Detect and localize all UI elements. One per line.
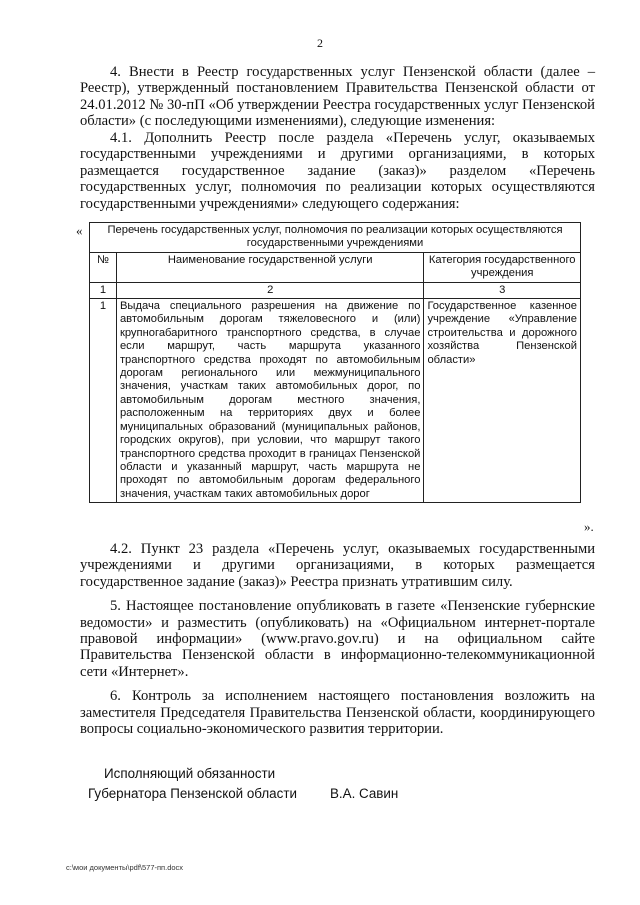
paragraph-6: 6. Контроль за исполнением настоящего постановления возложить на заместителя Председателя Правительства Пензенской области, координирующего вопросы социально-экономического развития территории.	[80, 688, 595, 738]
paragraph-4-1-text: 4.1. Дополнить Реестр после раздела «Перечень услуг, оказываемых государственными учреждениями и другими организациями, в которых размещается государственное задание (заказ)» разделом «Перечень государственных услуг, полномочия по реализации которых осуществляются государственными учреждениями» следующего содержания:	[80, 130, 595, 212]
column-number-1: 1	[90, 282, 117, 298]
row-number: 1	[90, 299, 117, 503]
table-title: Перечень государственных услуг, полномочия по реализации которых осуществляются государственными учреждениями	[90, 223, 581, 253]
quote-open-mark: «	[76, 223, 83, 238]
signatory-title-line-1: Исполняющий обязанности	[104, 766, 276, 781]
file-path-footer: c:\мои документы\pdf\577-пп.docx	[66, 863, 184, 872]
closing-paragraphs	[80, 541, 595, 737]
header-service-name: Наименование государственной услуги	[116, 252, 424, 282]
header-number: №	[90, 252, 117, 282]
table-row	[90, 299, 581, 503]
paragraph-4	[80, 64, 595, 130]
services-table	[89, 222, 581, 503]
table-header-row	[90, 252, 581, 282]
institution-category-cell: Государственное казенное учреждение «Управление строительства и дорожного хозяйства Пензенской области»	[424, 299, 581, 503]
paragraph-4-1	[80, 130, 595, 212]
column-number-3: 3	[424, 282, 581, 298]
page-number: 2	[317, 36, 323, 50]
paragraph-4-2: 4.2. Пункт 23 раздела «Перечень услуг, оказываемых государственными учреждениями и другими организациями, в которых размещается государственное задание (заказ)» Реестра признать утратившим силу.	[80, 541, 595, 590]
table-numbering-row	[90, 282, 581, 298]
column-number-2: 2	[116, 282, 424, 298]
signatory-title-line-2: Губернатора Пензенской области	[88, 786, 297, 801]
header-institution-category: Категория государственного учреждения	[424, 252, 581, 282]
table-title-row	[90, 223, 581, 253]
service-name-cell: Выдача специального разрешения на движение по автомобильным дорогам тяжеловесного и (или) крупногабаритного транспортного средства, в случае если маршрут, часть маршрута указанного транспортного средства проходят по автомобильным дорогам регионального или межмуниципального значения, участкам таких автомобильных дорог, по автомобильным дорогам местного значения, расположенным на территориях двух и более муниципальных образований (муниципальных районов, городских округов), при условии, что маршрут такого транспортного средства проходит в границах Пензенской области и указанный маршрут, часть маршрута не проходят по автомобильным дорогам федерального значения, участкам таких автомобильных дорог	[116, 299, 424, 503]
signatory-name: В.А. Савин	[330, 786, 399, 801]
paragraph-5: 5. Настоящее постановление опубликовать в газете «Пензенские губернские ведомости» и разместить (опубликовать) на «Официальном интернет-портале правовой информации» (www.pravo.gov.ru) и на официальном сайте Правительства Пензенской области в информационно-телекоммуникационной сети «Интернет».	[80, 598, 595, 680]
paragraph-4-text: 4. Внести в Реестр государственных услуг Пензенской области (далее – Реестр), утвержденный постановлением Правительства Пензенской области от 24.01.2012 № 30-пП «Об утверждении Реестра государственных услуг Пензенской области» (с последующими изменениями), следующие изменения:	[80, 64, 595, 130]
quote-close-mark: ».	[584, 519, 594, 534]
